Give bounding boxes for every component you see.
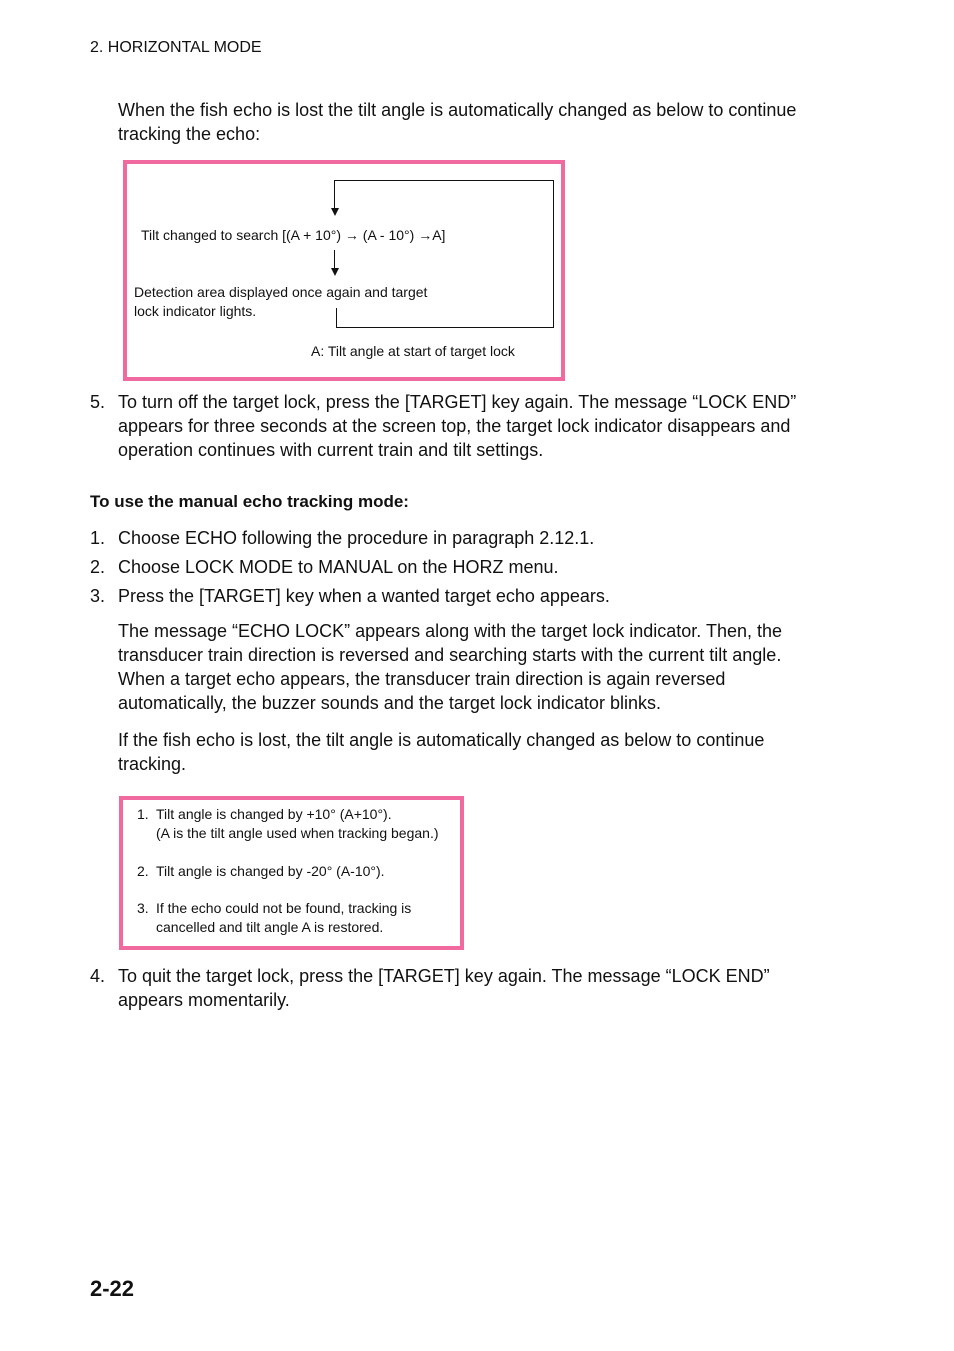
- step-5: [90, 390, 838, 462]
- item-line2: cancelled and tilt angle A is restored.: [156, 919, 384, 935]
- step-number: 5.: [90, 392, 106, 412]
- tilt-change-list-box: [119, 796, 464, 950]
- down-arrow-icon: [331, 268, 339, 276]
- item-line2: (A is the tilt angle used when tracking began.): [156, 825, 439, 841]
- bracket-bottom-line: [336, 327, 554, 328]
- bracket-left-stub: [336, 308, 337, 328]
- step-text: Choose ECHO following the procedure in paragraph 2.12.1.: [118, 528, 595, 548]
- step-text: To turn off the target lock, press the [TARGET] key again. The message “LOCK END” appears for three seconds at the screen top, the target lock indicator disappears and operation continues with current train and tilt settings.: [118, 392, 797, 460]
- page-number: 2-22: [90, 1276, 135, 1301]
- bracket-top-line: [334, 180, 554, 181]
- step-4: [90, 964, 818, 1012]
- step-text: Choose LOCK MODE to MANUAL on the HORZ menu.: [118, 557, 559, 577]
- down-arrow-icon: [331, 208, 339, 216]
- fish-echo-lost-paragraph: If the fish echo is lost, the tilt angle is automatically changed as below to continue tracking.: [118, 730, 765, 774]
- item-number: 2.: [137, 863, 149, 879]
- detection-step-line1: Detection area displayed once again and target: [134, 284, 428, 300]
- step-number: 1.: [90, 528, 106, 548]
- step-number: 3.: [90, 586, 106, 606]
- tilt-angle-note: A: Tilt angle at start of target lock: [311, 343, 515, 359]
- manual-step-1: [90, 526, 838, 550]
- arrow-shaft-2: [334, 250, 335, 270]
- manual-step-3: [90, 584, 838, 608]
- manual-step-2: [90, 555, 838, 579]
- item-number: 1.: [137, 806, 149, 822]
- arrow-shaft-1: [334, 180, 335, 210]
- step-number: 2.: [90, 557, 106, 577]
- item-number: 3.: [137, 900, 149, 916]
- echo-lock-paragraph: The message “ECHO LOCK” appears along with the target lock indicator. Then, the transducer train direction is reversed and searching starts with the current tilt angle. When a target echo appears, the transducer train direction is again reversed automatically, the buzzer sounds and the target lock indicator blinks.: [118, 621, 783, 713]
- detection-step-line2: lock indicator lights.: [134, 303, 257, 319]
- item-line1: Tilt angle is changed by -20° (A-10°).: [156, 863, 385, 879]
- step-text: To quit the target lock, press the [TARGET] key again. The message “LOCK END” appears momentarily.: [118, 966, 770, 1010]
- bracket-right-line: [553, 180, 554, 328]
- tilt-search-step: Tilt changed to search [(A + 10°) → (A - 10°) →A]: [141, 227, 446, 243]
- step-text: Press the [TARGET] key when a wanted target echo appears.: [118, 586, 610, 606]
- step-number: 4.: [90, 966, 106, 986]
- item-line1: Tilt angle is changed by +10° (A+10°).: [156, 806, 392, 822]
- item-line1: If the echo could not be found, tracking is: [156, 900, 412, 916]
- tilt-search-diagram: [123, 160, 565, 381]
- manual-mode-heading: To use the manual echo tracking mode:: [90, 492, 409, 511]
- intro-paragraph: When the fish echo is lost the tilt angle is automatically changed as below to continue tracking the echo:: [118, 100, 797, 144]
- section-header: 2. HORIZONTAL MODE: [90, 39, 262, 56]
